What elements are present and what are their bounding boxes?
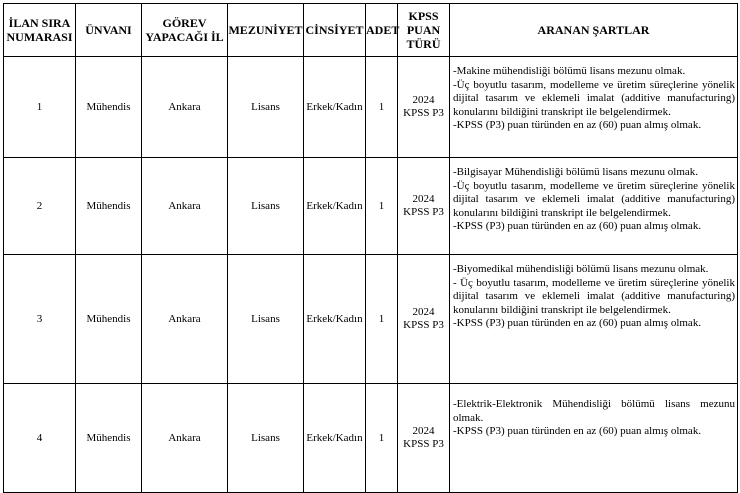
cell-il: Ankara bbox=[142, 255, 228, 384]
kpss-type: KPSS P3 bbox=[403, 438, 444, 450]
requirement-line: -KPSS (P3) puan türünden en az (60) puan almış olmak. bbox=[453, 425, 702, 438]
table-row bbox=[4, 57, 738, 158]
requirement-line: -Bilgisayar Mühendisliği bölümü lisans mezunu olmak. bbox=[453, 166, 699, 178]
requirement-line: -Üç boyutlu tasarım, modelleme ve üretim süreçlerine yönelik dijital tasarım ve eklemeli imalat (additive manufacturing) konularını bildiğini transkript ile belgelendirmek. bbox=[453, 179, 735, 219]
table-row bbox=[4, 255, 738, 384]
cell-mezuniyet: Lisans bbox=[228, 384, 304, 493]
header-aranan-sartlar: ARANAN ŞARTLAR bbox=[450, 4, 738, 57]
cell-no: 2 bbox=[4, 158, 76, 255]
table-row bbox=[4, 384, 738, 493]
cell-kpss bbox=[398, 158, 450, 255]
cell-kpss bbox=[398, 57, 450, 158]
header-kpss-puan-turu: KPSS PUAN TÜRÜ bbox=[398, 4, 450, 57]
kpss-type: KPSS P3 bbox=[403, 107, 444, 119]
cell-unvan: Mühendis bbox=[76, 57, 142, 158]
cell-cinsiyet: Erkek/Kadın bbox=[304, 158, 366, 255]
requirement-line: -Elektrik-Elektronik Mühendisliği bölümü lisans mezunu olmak. bbox=[453, 398, 735, 424]
cell-mezuniyet: Lisans bbox=[228, 158, 304, 255]
kpss-year: 2024 bbox=[412, 425, 435, 437]
requirement-line: -KPSS (P3) puan türünden en az (60) puan almış olmak. bbox=[453, 317, 702, 330]
header-gorev-il: GÖREV YAPACAĞI İL bbox=[142, 4, 228, 57]
cell-no: 4 bbox=[4, 384, 76, 493]
cell-cinsiyet: Erkek/Kadın bbox=[304, 57, 366, 158]
cell-kpss bbox=[398, 255, 450, 384]
header-adet: ADET bbox=[366, 4, 398, 57]
kpss-type: KPSS P3 bbox=[403, 206, 444, 218]
requirement-line: -KPSS (P3) puan türünden en az (60) puan almış olmak. bbox=[453, 220, 702, 233]
requirement-line: -Üç boyutlu tasarım, modelleme ve üretim süreçlerine yönelik dijital tasarım ve eklemeli imalat (additive manufacturing) konularını bildiğini transkript ile belgelendirmek. bbox=[453, 78, 735, 118]
cell-cinsiyet: Erkek/Kadın bbox=[304, 384, 366, 493]
cell-adet: 1 bbox=[366, 384, 398, 493]
requirement-line: -KPSS (P3) puan türünden en az (60) puan almış olmak. bbox=[453, 119, 702, 132]
kpss-type: KPSS P3 bbox=[403, 319, 444, 331]
cell-il: Ankara bbox=[142, 57, 228, 158]
cell-cinsiyet: Erkek/Kadın bbox=[304, 255, 366, 384]
cell-unvan: Mühendis bbox=[76, 384, 142, 493]
header-cinsiyet: CİNSİYET bbox=[304, 4, 366, 57]
cell-mezuniyet: Lisans bbox=[228, 57, 304, 158]
requirement-line: -Biyomedikal mühendisliği bölümü lisans mezunu olmak. bbox=[453, 263, 709, 275]
job-listings-table bbox=[3, 3, 738, 493]
cell-requirements bbox=[450, 255, 738, 384]
cell-no: 1 bbox=[4, 57, 76, 158]
cell-adet: 1 bbox=[366, 255, 398, 384]
cell-unvan: Mühendis bbox=[76, 255, 142, 384]
cell-il: Ankara bbox=[142, 158, 228, 255]
kpss-year: 2024 bbox=[412, 306, 435, 318]
cell-adet: 1 bbox=[366, 57, 398, 158]
requirement-line: -Makine mühendisliği bölümü lisans mezunu olmak. bbox=[453, 65, 686, 77]
table-row bbox=[4, 158, 738, 255]
cell-kpss bbox=[398, 384, 450, 493]
cell-requirements bbox=[450, 158, 738, 255]
cell-unvan: Mühendis bbox=[76, 158, 142, 255]
cell-no: 3 bbox=[4, 255, 76, 384]
header-row bbox=[4, 4, 738, 57]
requirement-line: - Üç boyutlu tasarım, modelleme ve üretim süreçlerine yönelik dijital tasarım ve eklemeli imalat (additive manufacturing) konularını bildiğini transkript ile belgelendirmek. bbox=[453, 276, 735, 316]
cell-il: Ankara bbox=[142, 384, 228, 493]
kpss-year: 2024 bbox=[412, 94, 435, 106]
header-ilan-sira: İLAN SIRA NUMARASI bbox=[4, 4, 76, 57]
kpss-year: 2024 bbox=[412, 193, 435, 205]
header-unvani: ÜNVANI bbox=[76, 4, 142, 57]
header-mezuniyet: MEZUNİYET bbox=[228, 4, 304, 57]
cell-requirements bbox=[450, 384, 738, 493]
cell-requirements bbox=[450, 57, 738, 158]
cell-mezuniyet: Lisans bbox=[228, 255, 304, 384]
cell-adet: 1 bbox=[366, 158, 398, 255]
